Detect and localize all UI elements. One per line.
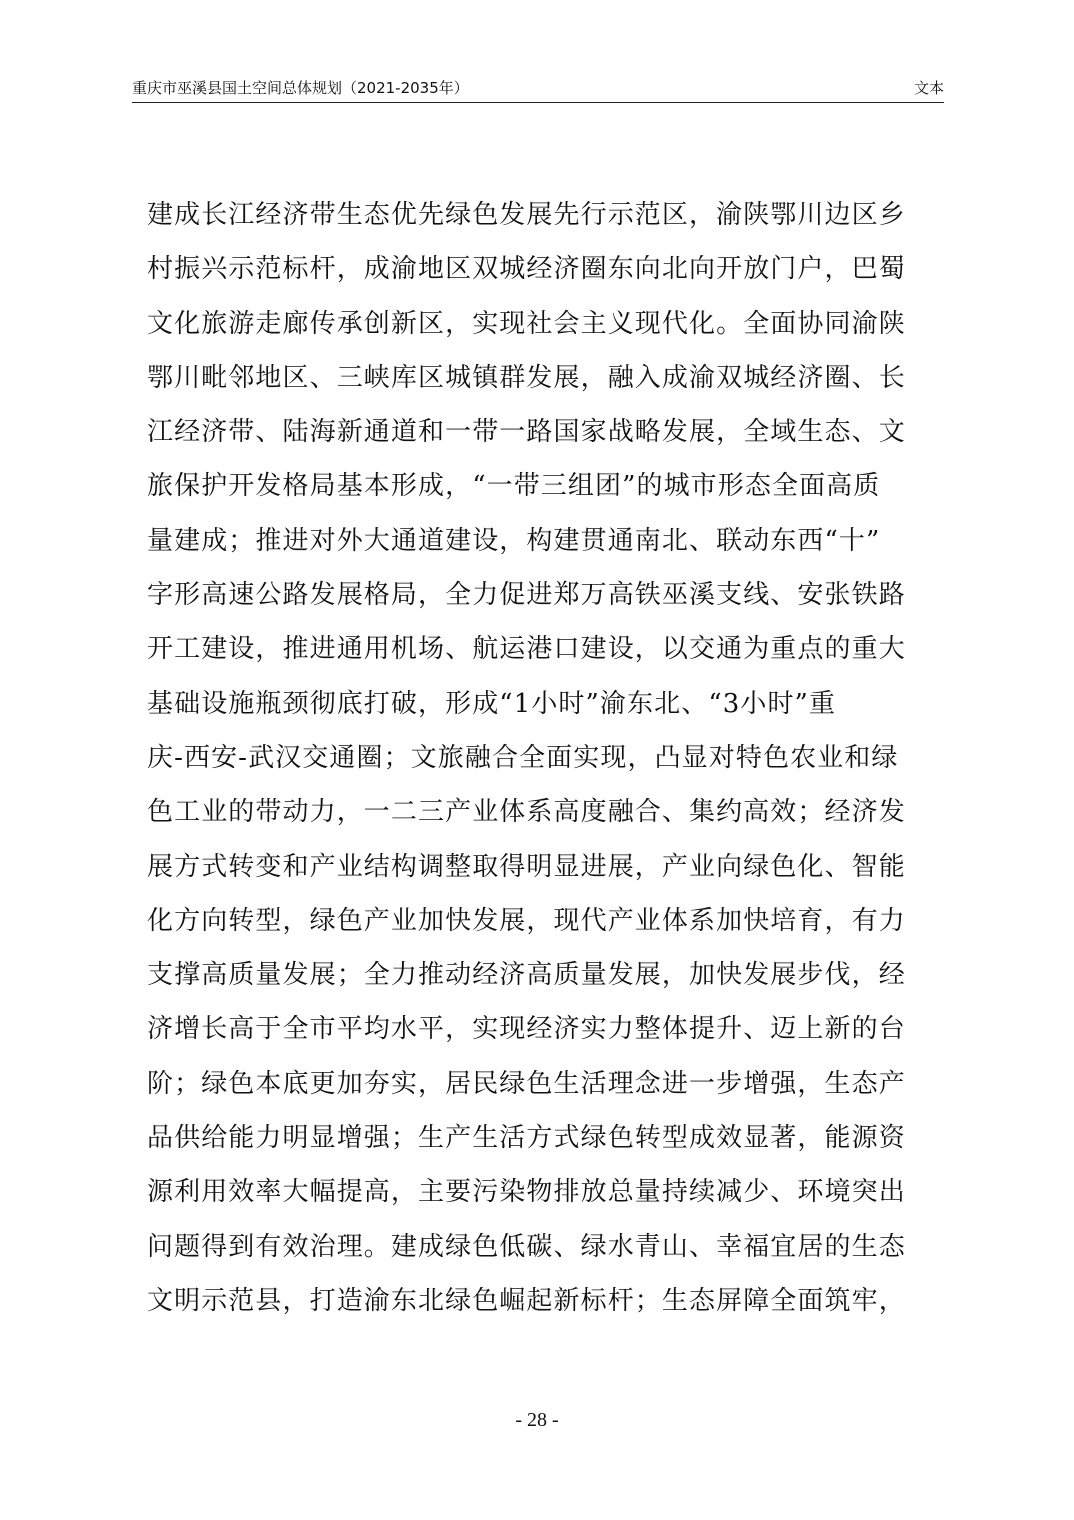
text-line: 展方式转变和产业结构调整取得明显进展，产业向绿色化、智能 bbox=[147, 851, 906, 882]
text-line: 源利用效率大幅提高，主要污染物排放总量持续减少、环境突出 bbox=[147, 1177, 906, 1208]
text-line: 问题得到有效治理。建成绿色低碳、绿水青山、幸福宜居的生态 bbox=[147, 1231, 906, 1262]
text-line: 旅保护开发格局基本形成，“一带三组团”的城市形态全面高质 bbox=[147, 471, 881, 502]
text-line: 建成长江经济带生态优先绿色发展先行示范区，渝陕鄂川边区乡 bbox=[147, 200, 906, 230]
text-line: 文明示范县，打造渝东北绿色崛起新标杆；生态屏障全面筑牢， bbox=[147, 1285, 906, 1316]
document-title: 重庆市巫溪县国土空间总体规划（2021-2035年） bbox=[132, 79, 469, 97]
text-line: 村振兴示范标杆，成渝地区双城经济圈东向北向开放门户，巴蜀 bbox=[147, 254, 906, 285]
text-line: 色工业的带动力，一二三产业体系高度融合、集约高效；经济发 bbox=[147, 797, 906, 828]
text-line: 庆-西安-武汉交通圈；文旅融合全面实现，凸显对特色农业和绿 bbox=[147, 742, 899, 773]
text-line: 济增长高于全市平均水平，实现经济实力整体提升、迈上新的台 bbox=[147, 1014, 906, 1045]
text-line: 阶；绿色本底更加夯实，居民绿色生活理念进一步增强，生态产 bbox=[147, 1068, 906, 1099]
text-line: 品供给能力明显增强；生产生活方式绿色转型成效显著，能源资 bbox=[147, 1123, 906, 1154]
text-line: 文化旅游走廊传承创新区，实现社会主义现代化。全面协同渝陕 bbox=[147, 308, 906, 339]
page-number: - 28 - bbox=[515, 1409, 559, 1431]
text-line: 江经济带、陆海新通道和一带一路国家战略发展，全域生态、文 bbox=[147, 417, 906, 448]
text-line: 基础设施瓶颈彻底打破，形成“1小时”渝东北、“3小时”重 bbox=[147, 688, 837, 719]
document-type-label: 文本 bbox=[913, 79, 944, 97]
text-line: 量建成；推进对外大通道建设，构建贯通南北、联动东西“十” bbox=[147, 525, 881, 556]
text-line: 支撑高质量发展；全力推动经济高质量发展，加快发展步伐，经 bbox=[147, 960, 906, 991]
text-line: 鄂川毗邻地区、三峡库区城镇群发展，融入成渝双城经济圈、长 bbox=[147, 362, 906, 393]
page-header bbox=[132, 78, 944, 103]
text-line: 化方向转型，绿色产业加快发展，现代产业体系加快培育，有力 bbox=[147, 905, 906, 936]
text-line: 字形高速公路发展格局，全力促进郑万高铁巫溪支线、安张铁路 bbox=[147, 580, 906, 611]
text-line: 开工建设，推进通用机场、航运港口建设，以交通为重点的重大 bbox=[147, 634, 906, 665]
body-text bbox=[147, 188, 943, 1328]
